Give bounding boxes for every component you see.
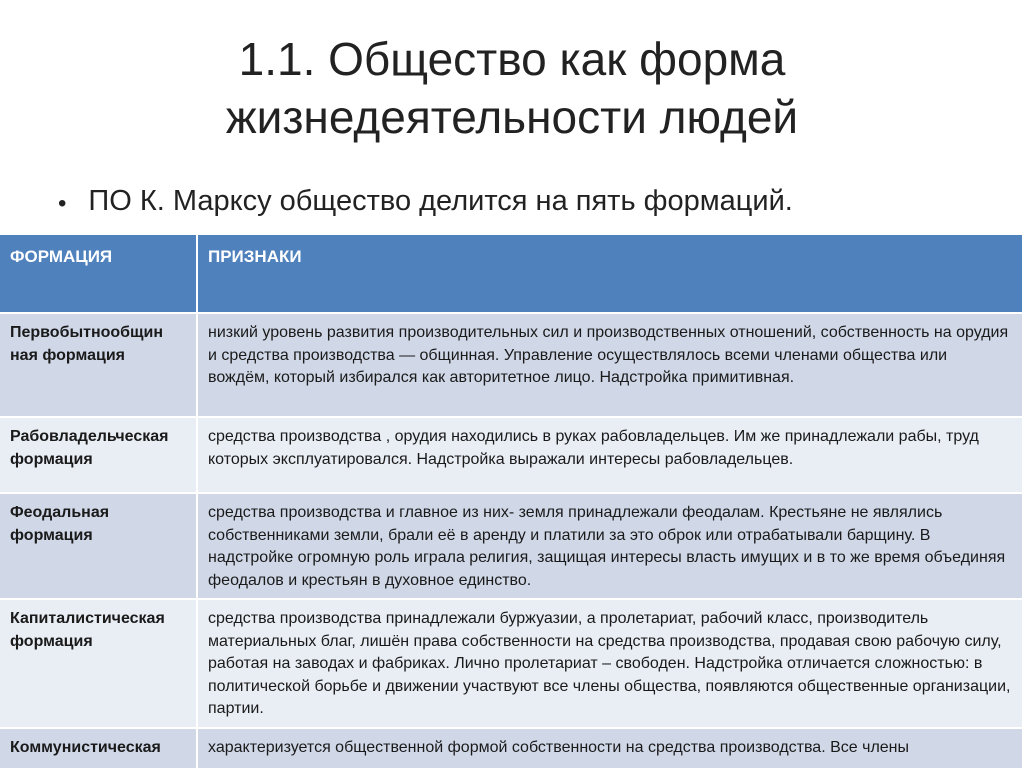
slide-title-line1: 1.1. Общество как форма xyxy=(238,33,786,85)
formations-table xyxy=(0,235,1024,768)
formation-name: Рабовладельческая формация xyxy=(0,417,197,493)
slide-title xyxy=(0,30,1024,146)
table-row xyxy=(0,313,1023,417)
table-row xyxy=(0,728,1023,768)
formation-desc: средства производства принадлежали буржуазии, а пролетариат, рабочий класс, производитель материальных благ, лишён права собственности на средства производства, продавая свою рабочую силу, работая на заводах и фабриках. Лично пролетариат – свободен. Надстройка отличается сложностью: в политической борьбе и движении участвуют все члены общества, появляются общественные организации, партии. xyxy=(197,599,1023,728)
formation-name: Капиталистическая формация xyxy=(0,599,197,728)
slide-title-line2: жизнедеятельности людей xyxy=(225,91,799,143)
bullet-text: ПО К. Марксу общество делится на пять формаций. xyxy=(88,185,793,217)
formation-desc: низкий уровень развития производительных сил и производственных отношений, собственность на орудия и средства производства — общинная. Управление осуществлялось всеми членами общества или вождём, который избирался как авторитетное лицо. Надстройка примитивная. xyxy=(197,313,1023,417)
table-header-row xyxy=(0,235,1023,313)
formation-name: Коммунистическая xyxy=(0,728,197,768)
formation-name: Первобытнообщин ная формация xyxy=(0,313,197,417)
formation-name: Феодальная формация xyxy=(0,493,197,599)
formation-desc: средства производства и главное из них- земля принадлежали феодалам. Крестьяне не являлись собственниками земли, брали её в аренду и платили за это оброк или отрабатывали барщину. В надстройке огромную роль играла религия, защищая интересы власть имущих и в то же время объединяя феодалов и крестьян в духовное единство. xyxy=(197,493,1023,599)
formation-desc: характеризуется общественной формой собственности на средства производства. Все члены xyxy=(197,728,1023,768)
bullet-item xyxy=(58,185,793,223)
table-row xyxy=(0,599,1023,728)
formation-desc: средства производства , орудия находились в руках рабовладельцев. Им же принадлежали рабы, труд которых эксплуатировался. Надстройка выражали интересы рабовладельцев. xyxy=(197,417,1023,493)
header-formation: ФОРМАЦИЯ xyxy=(0,235,197,313)
table-row xyxy=(0,493,1023,599)
table-row xyxy=(0,417,1023,493)
header-features: ПРИЗНАКИ xyxy=(197,235,1023,313)
bullet-dot-icon: • xyxy=(58,190,67,217)
